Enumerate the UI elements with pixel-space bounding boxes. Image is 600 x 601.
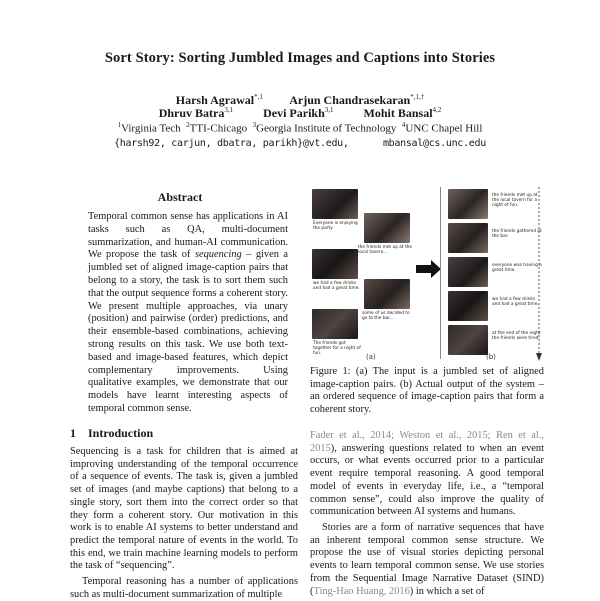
photo-caption: The friends got together for a night of fun. [313, 341, 361, 356]
photo-caption: we had a few drinks and had a great time. [313, 281, 360, 291]
photo-caption: the friends gathered at the bar. [492, 229, 542, 239]
figure-divider [440, 187, 441, 359]
author-name: Mohit Bansal [363, 106, 433, 120]
affiliation: TTI-Chicago [189, 122, 248, 135]
story-photo [448, 325, 488, 355]
photo-caption: we had a few drinks and had a great time. [492, 297, 539, 307]
author-line-2 [0, 106, 600, 121]
right-paragraph-2 [310, 522, 544, 598]
arrow-right-icon [416, 259, 442, 279]
photo-caption: some of us decided to go to the bar... [362, 311, 410, 321]
figure-1 [312, 185, 542, 365]
story-photo [312, 189, 358, 219]
citation: Ting-Hao Huang, 2016 [313, 585, 410, 597]
author-sup: 3,1 [224, 106, 234, 114]
affiliation: UNC Chapel Hill [405, 122, 483, 135]
paragraph-text: Stories are a form of narrative sequences that have an inherent temporal common sense structure. We propose the use of visual stories depicting personal events to learn temporal common sense. We use stories from the Sequential Image Narrative Dataset (SIND) ( [310, 522, 544, 597]
author-sup: *,1,† [410, 93, 425, 101]
affil-sup: 3 [252, 121, 257, 129]
citation: Fader et al., 2014; Weston et al., 2015; Ren et al., 2015 [310, 430, 544, 454]
timeline-arrow-icon [536, 187, 542, 363]
right-paragraph-1 [310, 430, 544, 519]
story-photo [364, 279, 410, 309]
author-sup: 4,2 [432, 106, 442, 114]
photo-caption: the friends met up at the local tavern for a night of fun. [492, 193, 538, 208]
affiliations [0, 121, 600, 135]
affiliation: Georgia Institute of Technology [256, 122, 397, 135]
intro-paragraph-2: Temporal reasoning has a number of applications such as multi-document summarization of multiple [70, 576, 298, 600]
story-photo [312, 249, 358, 279]
intro-paragraph-1: Sequencing is a task for children that is aimed at improving understanding of the temporal occurrence of a sequence of events. The task is, given a jumbled set of images (and maybe captions) that belong to a single story, sort them into the correct order so that they form a coherent story. Our motivation in this work is to enable AI systems to better understand and predict the temporal nature of events in the world. To this end, we train machine learning models to perform the task of “sequencing”. [70, 446, 298, 572]
story-photo [448, 257, 488, 287]
author-name: Dhruv Batra [158, 106, 225, 120]
story-photo [448, 223, 488, 253]
abstract-heading: Abstract [157, 190, 203, 204]
abstract-emphasis: sequencing [194, 249, 242, 261]
paper-title: Sort Story: Sorting Jumbled Images and Captions into Stories [104, 50, 496, 66]
story-photo [448, 291, 488, 321]
photo-caption: at the end of the night the friends were tired. [492, 331, 541, 341]
story-photo [312, 309, 358, 339]
section-heading [70, 426, 153, 441]
abstract-part: Temporal common sense has applications in AI tasks such as QA, multi-document summarization, and human-AI communication. We propose the task of [88, 211, 288, 261]
affil-sup: 1 [117, 121, 122, 129]
figure-label-a: (a) [366, 353, 376, 361]
story-photo [364, 213, 410, 243]
section-number: 1 [70, 426, 76, 440]
photo-caption: the friends met up at the local tavern... [358, 245, 413, 255]
paragraph-text: ) in which a set of [409, 585, 485, 597]
figure-label-b: (b) [486, 353, 496, 361]
affil-sup: 4 [401, 121, 406, 129]
author-name: Harsh Agrawal [175, 93, 255, 107]
figure-caption: Figure 1: (a) The input is a jumbled set of aligned image-caption pairs. (b) Actual output of the system – an ordered sequence of image-caption pairs that form a coherent story. [310, 366, 544, 416]
abstract-text [88, 211, 288, 416]
author-sup: *,1 [254, 93, 263, 101]
photo-caption: Everyone is enjoying the party. [313, 221, 358, 231]
affiliation: Virginia Tech [121, 122, 181, 135]
photo-caption: everyone was having a great time. [492, 263, 542, 273]
author-emails: {harsh92, carjun, dbatra, parikh}@vt.edu, mbansal@cs.unc.edu [114, 138, 486, 149]
abstract-part: – given a jumbled set of aligned image-caption pairs that belong to a story, the task is to sort them such that the output sequence forms a coherent story. We present multiple approaches, via unary (position) and pairwise (order) predictions, and their ensemble-based combinations, achieving strong results on this task. We use both text-based and image-based features, which depict complementary improvements. Using qualitative examples, we demonstrate that our models have learnt interesting aspects of temporal common sense. [88, 249, 288, 414]
author-sup: 3,1 [324, 106, 334, 114]
affil-sup: 2 [186, 121, 190, 129]
story-photo [448, 189, 488, 219]
section-title: Introduction [88, 426, 154, 440]
author-name: Arjun Chandrasekaran [289, 93, 411, 107]
author-name: Devi Parikh [263, 106, 325, 120]
paragraph-text: ), answering questions related to when an event occurs, or what events occurred prior to a particular event require temporal reasoning. A good temporal model of events in everyday life, i.e., a “temporal common sense”, could also improve the quality of communication between AI systems and humans. [310, 442, 544, 518]
